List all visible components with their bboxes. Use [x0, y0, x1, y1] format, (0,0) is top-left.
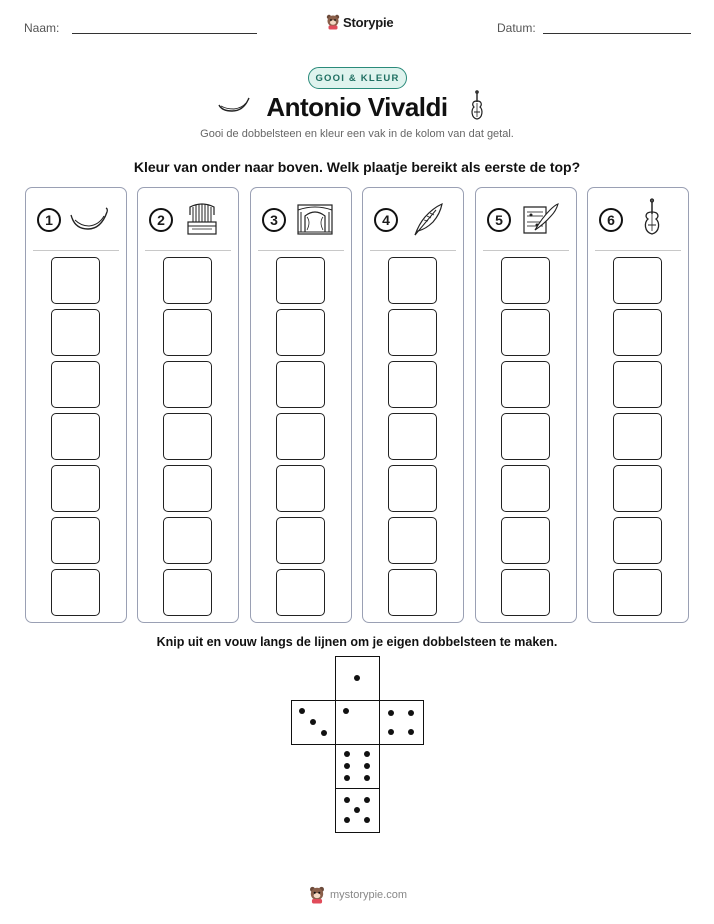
die-face-1: [335, 700, 380, 745]
color-box[interactable]: [388, 517, 437, 564]
pip: [344, 797, 350, 803]
color-box[interactable]: [388, 413, 437, 460]
color-box[interactable]: [163, 361, 212, 408]
pip: [388, 710, 394, 716]
column-number: 5: [487, 208, 511, 232]
gondola-icon: [70, 202, 110, 234]
color-box[interactable]: [276, 465, 325, 512]
pip: [310, 719, 316, 725]
cut-instruction: Knip uit en vouw langs de lijnen om je eigen dobbelsteen te maken.: [156, 635, 558, 649]
color-box[interactable]: [613, 257, 662, 304]
color-box[interactable]: [276, 257, 325, 304]
color-box[interactable]: [501, 465, 550, 512]
pip: [408, 710, 414, 716]
die-face-3: [291, 700, 336, 745]
pip: [364, 797, 370, 803]
page-title: Antonio Vivaldi: [266, 92, 448, 122]
column-divider: [258, 250, 344, 251]
violin-icon: [632, 198, 672, 238]
color-box[interactable]: [388, 465, 437, 512]
activity-badge: GOOI & KLEUR: [308, 67, 407, 89]
date-label: Datum:: [497, 21, 536, 35]
column-number: 2: [149, 208, 173, 232]
pip: [321, 730, 327, 736]
color-box[interactable]: [51, 309, 100, 356]
coloring-instruction: Kleur van onder naar boven. Welk plaatje bereikt als eerste de top?: [133, 159, 581, 175]
color-box[interactable]: [163, 517, 212, 564]
color-box[interactable]: [501, 361, 550, 408]
pip: [354, 807, 360, 813]
column-number: 4: [374, 208, 398, 232]
pip: [364, 751, 370, 757]
color-box[interactable]: [276, 413, 325, 460]
color-box[interactable]: [613, 309, 662, 356]
color-box[interactable]: [51, 361, 100, 408]
pip: [344, 817, 350, 823]
color-box[interactable]: [163, 413, 212, 460]
pip: [364, 775, 370, 781]
color-box[interactable]: [163, 569, 212, 616]
color-box[interactable]: [163, 465, 212, 512]
column-divider: [33, 250, 119, 251]
pip: [344, 751, 350, 757]
color-box[interactable]: [163, 309, 212, 356]
pip: [344, 775, 350, 781]
column-divider: [145, 250, 231, 251]
die-face-5: [335, 788, 380, 833]
column-5: [475, 187, 577, 623]
column-1: [25, 187, 127, 623]
color-box[interactable]: [501, 413, 550, 460]
column-number: 6: [599, 208, 623, 232]
quill-feather-icon: [407, 202, 447, 236]
bear-mascot-icon: [326, 14, 340, 30]
color-box[interactable]: [388, 361, 437, 408]
name-line[interactable]: [72, 33, 257, 34]
die-face-6: [335, 744, 380, 789]
color-box[interactable]: [51, 465, 100, 512]
column-number: 3: [262, 208, 286, 232]
pip: [364, 817, 370, 823]
die-face-4: [379, 700, 424, 745]
color-box[interactable]: [388, 569, 437, 616]
name-label: Naam:: [24, 21, 60, 35]
footer-url[interactable]: mystorypie.com: [330, 889, 408, 901]
violin-icon: [469, 90, 485, 122]
color-box[interactable]: [276, 517, 325, 564]
brand-logo: [326, 14, 393, 30]
column-divider: [370, 250, 456, 251]
color-box[interactable]: [388, 257, 437, 304]
color-box[interactable]: [163, 257, 212, 304]
column-3: [250, 187, 352, 623]
color-box[interactable]: [613, 361, 662, 408]
column-number: 1: [37, 208, 61, 232]
color-box[interactable]: [276, 361, 325, 408]
column-6: [587, 187, 689, 623]
column-2: [137, 187, 239, 623]
color-box[interactable]: [501, 517, 550, 564]
color-box[interactable]: [51, 569, 100, 616]
pip: [344, 763, 350, 769]
pip: [343, 708, 349, 714]
opera-theatre-icon: [295, 202, 335, 236]
die-face-1: [335, 656, 380, 701]
pip: [354, 675, 360, 681]
color-box[interactable]: [613, 517, 662, 564]
pip: [408, 729, 414, 735]
color-box[interactable]: [51, 413, 100, 460]
color-box[interactable]: [276, 309, 325, 356]
column-divider: [595, 250, 681, 251]
color-box[interactable]: [613, 569, 662, 616]
page-subtitle: Gooi de dobbelsteen en kleur een vak in de kolom van dat getal.: [200, 128, 514, 140]
color-box[interactable]: [51, 517, 100, 564]
color-box[interactable]: [51, 257, 100, 304]
bear-mascot-icon: [309, 886, 325, 904]
pip: [388, 729, 394, 735]
sheet-music-quill-icon: [520, 202, 560, 236]
color-box[interactable]: [501, 569, 550, 616]
color-box[interactable]: [276, 569, 325, 616]
color-box[interactable]: [388, 309, 437, 356]
column-4: [362, 187, 464, 623]
brand-name: Storypie: [343, 14, 394, 30]
color-box[interactable]: [501, 309, 550, 356]
pipe-organ-icon: [182, 202, 222, 236]
column-divider: [483, 250, 569, 251]
pip: [364, 763, 370, 769]
date-line[interactable]: [543, 33, 691, 34]
color-box[interactable]: [613, 413, 662, 460]
color-box[interactable]: [613, 465, 662, 512]
color-box[interactable]: [501, 257, 550, 304]
pip: [299, 708, 305, 714]
footer: [309, 886, 407, 904]
